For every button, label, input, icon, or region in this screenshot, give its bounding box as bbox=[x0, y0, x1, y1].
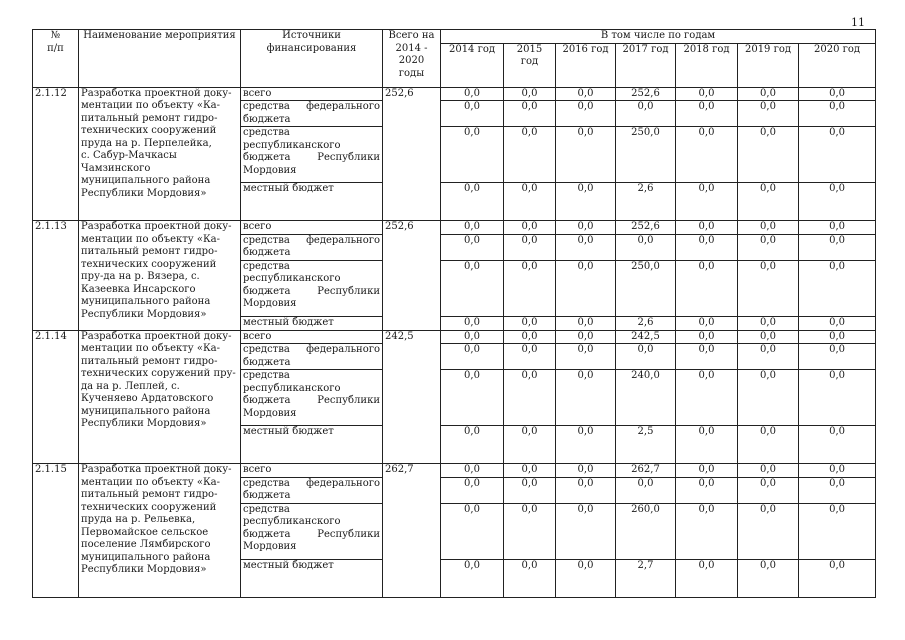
year-value: 0,0 bbox=[676, 127, 738, 183]
total-amount: 252,6 bbox=[383, 87, 441, 221]
funding-source: местный бюджет bbox=[241, 183, 383, 221]
year-value: 0,0 bbox=[556, 559, 616, 597]
header-num: № п/п bbox=[33, 30, 79, 88]
total-amount: 242,5 bbox=[383, 330, 441, 464]
year-value: 0,0 bbox=[676, 260, 738, 316]
year-value: 0,0 bbox=[676, 344, 738, 370]
year-value: 0,0 bbox=[799, 503, 876, 559]
year-value: 0,0 bbox=[738, 127, 799, 183]
year-value: 0,0 bbox=[799, 559, 876, 597]
year-value: 0,0 bbox=[556, 101, 616, 127]
year-value: 0,0 bbox=[556, 426, 616, 464]
row-number: 2.1.13 bbox=[33, 221, 79, 331]
year-value: 0,0 bbox=[504, 426, 556, 464]
year-value: 0,0 bbox=[738, 477, 799, 503]
year-value: 0,0 bbox=[676, 183, 738, 221]
year-value: 0,0 bbox=[738, 101, 799, 127]
funding-source: средства федерального бюджета bbox=[241, 344, 383, 370]
year-value: 0,0 bbox=[504, 127, 556, 183]
year-value: 0,0 bbox=[676, 221, 738, 235]
year-value: 0,0 bbox=[504, 370, 556, 426]
year-value: 0,0 bbox=[799, 370, 876, 426]
year-value: 0,0 bbox=[676, 316, 738, 330]
year-value: 0,0 bbox=[799, 316, 876, 330]
year-value: 0,0 bbox=[676, 464, 738, 478]
year-value: 2,7 bbox=[616, 559, 676, 597]
year-value: 250,0 bbox=[616, 127, 676, 183]
funding-source: местный бюджет bbox=[241, 316, 383, 330]
year-value: 0,0 bbox=[738, 370, 799, 426]
year-value: 0,0 bbox=[799, 330, 876, 344]
year-value: 0,0 bbox=[441, 330, 504, 344]
header-sources: Источники финансирования bbox=[241, 30, 383, 88]
measure-name: Разработка проектной доку- ментации по объекту «Ка- питальный ремонт гидро- технических сооружений пруда на р. Рельевка, Первомайское сельское поселение Лямбирского муниципального района Республики Мордовия» bbox=[79, 464, 241, 598]
year-value: 0,0 bbox=[441, 426, 504, 464]
year-value: 0,0 bbox=[799, 260, 876, 316]
year-value: 0,0 bbox=[556, 260, 616, 316]
year-value: 0,0 bbox=[616, 477, 676, 503]
year-value: 0,0 bbox=[441, 316, 504, 330]
year-value: 0,0 bbox=[441, 344, 504, 370]
year-value: 0,0 bbox=[441, 477, 504, 503]
year-value: 252,6 bbox=[616, 221, 676, 235]
year-value: 0,0 bbox=[556, 221, 616, 235]
year-value: 0,0 bbox=[504, 559, 556, 597]
funding-source: средства республиканского бюджета Республики Мордовия bbox=[241, 127, 383, 183]
funding-source: средства республиканского бюджета Республики Мордовия bbox=[241, 370, 383, 426]
year-value: 0,0 bbox=[504, 183, 556, 221]
header-year: 2020 год bbox=[799, 43, 876, 87]
year-value: 0,0 bbox=[738, 221, 799, 235]
year-value: 0,0 bbox=[738, 344, 799, 370]
header-year: 2016 год bbox=[556, 43, 616, 87]
year-value: 0,0 bbox=[504, 234, 556, 260]
measure-name: Разработка проектной доку- ментации по объекту «Ка- питальный ремонт гидро- технических соружений пру- да на р. Леплей, с. Кученяево Ардатовского муниципального района Республики Мордовия» bbox=[79, 330, 241, 464]
funding-source: средства республиканского бюджета Республики Мордовия bbox=[241, 260, 383, 316]
year-value: 2,5 bbox=[616, 426, 676, 464]
year-value: 0,0 bbox=[799, 101, 876, 127]
total-amount: 252,6 bbox=[383, 221, 441, 331]
year-value: 0,0 bbox=[556, 127, 616, 183]
year-value: 0,0 bbox=[441, 260, 504, 316]
header-year: 2019 год bbox=[738, 43, 799, 87]
year-value: 0,0 bbox=[799, 87, 876, 101]
page-number: 11 bbox=[851, 16, 865, 29]
year-value: 0,0 bbox=[676, 477, 738, 503]
header-total: Всего на 2014 - 2020 годы bbox=[383, 30, 441, 88]
year-value: 0,0 bbox=[556, 503, 616, 559]
year-value: 0,0 bbox=[556, 183, 616, 221]
year-value: 0,0 bbox=[799, 477, 876, 503]
table-row bbox=[33, 464, 876, 478]
table-row bbox=[33, 330, 876, 344]
year-value: 0,0 bbox=[738, 260, 799, 316]
year-value: 0,0 bbox=[799, 221, 876, 235]
row-number: 2.1.14 bbox=[33, 330, 79, 464]
year-value: 0,0 bbox=[556, 477, 616, 503]
funding-source: всего bbox=[241, 464, 383, 478]
year-value: 0,0 bbox=[504, 221, 556, 235]
row-number: 2.1.12 bbox=[33, 87, 79, 221]
table-header bbox=[33, 30, 876, 88]
header-name: Наименование мероприятия bbox=[79, 30, 241, 88]
funding-source: всего bbox=[241, 87, 383, 101]
year-value: 0,0 bbox=[556, 330, 616, 344]
year-value: 240,0 bbox=[616, 370, 676, 426]
year-value: 0,0 bbox=[441, 503, 504, 559]
year-value: 0,0 bbox=[676, 87, 738, 101]
year-value: 250,0 bbox=[616, 260, 676, 316]
year-value: 0,0 bbox=[504, 503, 556, 559]
year-value: 0,0 bbox=[738, 183, 799, 221]
funding-source: средства федерального бюджета bbox=[241, 101, 383, 127]
year-value: 0,0 bbox=[441, 464, 504, 478]
year-value: 0,0 bbox=[504, 330, 556, 344]
year-value: 0,0 bbox=[441, 127, 504, 183]
year-value: 0,0 bbox=[504, 464, 556, 478]
year-value: 0,0 bbox=[556, 316, 616, 330]
funding-source: всего bbox=[241, 330, 383, 344]
year-value: 0,0 bbox=[676, 234, 738, 260]
table-row bbox=[33, 87, 876, 101]
year-value: 0,0 bbox=[504, 316, 556, 330]
funding-source: средства федерального бюджета bbox=[241, 477, 383, 503]
funding-source: всего bbox=[241, 221, 383, 235]
funding-source: средства республиканского бюджета Республики Мордовия bbox=[241, 503, 383, 559]
year-value: 2,6 bbox=[616, 316, 676, 330]
year-value: 0,0 bbox=[556, 344, 616, 370]
budget-table bbox=[32, 29, 876, 598]
funding-source: средства федерального бюджета bbox=[241, 234, 383, 260]
year-value: 0,0 bbox=[441, 221, 504, 235]
header-year: 2017 год bbox=[616, 43, 676, 87]
year-value: 0,0 bbox=[738, 316, 799, 330]
total-amount: 262,7 bbox=[383, 464, 441, 598]
year-value: 0,0 bbox=[799, 183, 876, 221]
year-value: 0,0 bbox=[616, 344, 676, 370]
measure-name: Разработка проектной доку- ментации по объекту «Ка- питальный ремонт гидро- технических сооружений пруда на р. Перпелейка, с. Сабур-Мачкасы Чамзинского муниципального района Республики Мордовия» bbox=[79, 87, 241, 221]
year-value: 0,0 bbox=[676, 330, 738, 344]
year-value: 0,0 bbox=[441, 370, 504, 426]
year-value: 0,0 bbox=[799, 426, 876, 464]
year-value: 0,0 bbox=[738, 464, 799, 478]
year-value: 0,0 bbox=[504, 260, 556, 316]
header-year: 2014 год bbox=[441, 43, 504, 87]
year-value: 0,0 bbox=[738, 426, 799, 464]
funding-source: местный бюджет bbox=[241, 426, 383, 464]
year-value: 0,0 bbox=[799, 127, 876, 183]
year-value: 0,0 bbox=[556, 234, 616, 260]
year-value: 0,0 bbox=[676, 559, 738, 597]
year-value: 0,0 bbox=[504, 87, 556, 101]
measure-name: Разработка проектной доку- ментации по объекту «Ка- питальный ремонт гидро- технических сооружений пру-да на р. Вязера, с. Казеевка Инсарского муниципального района Республики Мордовия» bbox=[79, 221, 241, 331]
header-by-years: В том числе по годам bbox=[441, 30, 876, 44]
year-value: 0,0 bbox=[504, 477, 556, 503]
year-value: 252,6 bbox=[616, 87, 676, 101]
year-value: 262,7 bbox=[616, 464, 676, 478]
year-value: 0,0 bbox=[441, 183, 504, 221]
year-value: 0,0 bbox=[676, 101, 738, 127]
year-value: 0,0 bbox=[616, 101, 676, 127]
year-value: 0,0 bbox=[441, 234, 504, 260]
year-value: 0,0 bbox=[441, 101, 504, 127]
table-body bbox=[33, 87, 876, 597]
table-row bbox=[33, 221, 876, 235]
year-value: 0,0 bbox=[738, 234, 799, 260]
year-value: 0,0 bbox=[441, 87, 504, 101]
funding-source: местный бюджет bbox=[241, 559, 383, 597]
year-value: 260,0 bbox=[616, 503, 676, 559]
year-value: 0,0 bbox=[738, 559, 799, 597]
header-year: 2015 год bbox=[504, 43, 556, 87]
year-value: 242,5 bbox=[616, 330, 676, 344]
year-value: 0,0 bbox=[441, 559, 504, 597]
year-value: 0,0 bbox=[676, 370, 738, 426]
year-value: 0,0 bbox=[504, 101, 556, 127]
year-value: 0,0 bbox=[738, 503, 799, 559]
year-value: 2,6 bbox=[616, 183, 676, 221]
year-value: 0,0 bbox=[799, 234, 876, 260]
year-value: 0,0 bbox=[676, 503, 738, 559]
header-year: 2018 год bbox=[676, 43, 738, 87]
year-value: 0,0 bbox=[556, 370, 616, 426]
year-value: 0,0 bbox=[556, 87, 616, 101]
year-value: 0,0 bbox=[556, 464, 616, 478]
year-value: 0,0 bbox=[676, 426, 738, 464]
row-number: 2.1.15 bbox=[33, 464, 79, 598]
year-value: 0,0 bbox=[738, 330, 799, 344]
year-value: 0,0 bbox=[616, 234, 676, 260]
year-value: 0,0 bbox=[799, 464, 876, 478]
year-value: 0,0 bbox=[738, 87, 799, 101]
year-value: 0,0 bbox=[799, 344, 876, 370]
year-value: 0,0 bbox=[504, 344, 556, 370]
